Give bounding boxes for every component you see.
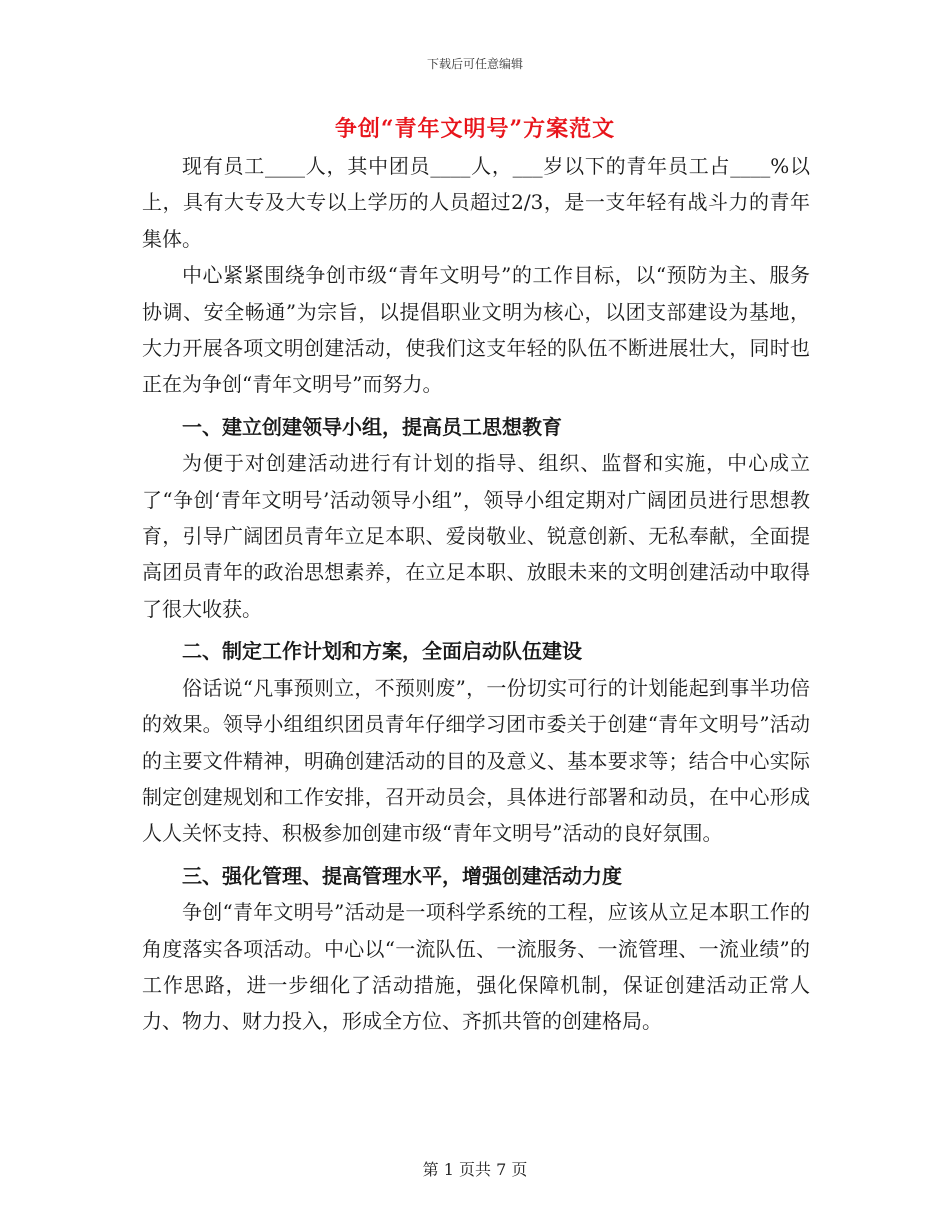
section-heading-3: 三、强化管理、提高管理水平，增强创建活动力度	[182, 863, 622, 888]
header-note: 下载后可任意编辑	[426, 57, 523, 71]
paragraph-intro: 现有员工____人，其中团员____人，___岁以下的青年员工占____%以上，具有大专及大专以上学历的人员超过2/3，是一支年轻有战斗力的青年集体。	[142, 154, 810, 251]
document-body	[142, 148, 810, 1040]
paragraph-goal: 中心紧紧围绕争创市级“青年文明号”的工作目标，以“预防为主、服务协调、安全畅通”为宗旨，以提倡职业文明为核心，以团支部建设为基地，大力开展各项文明创建活动，使我们这支年轻的队伍不断进展壮大，同时也正在为争创“青年文明号”而努力。	[142, 263, 810, 397]
paragraph-section-2: 俗话说“凡事预则立，不预则废”，一份切实可行的计划能起到事半功倍的效果。领导小组组织团员青年仔细学习团市委关于创建“青年文明号”活动的主要文件精神，明确创建活动的目的及意义、基本要求等；结合中心实际制定创建规划和工作安排，召开动员会，具体进行部署和动员，在中心形成人人关怀支持、积极参加创建市级“青年文明号”活动的良好氛围。	[142, 675, 810, 846]
section-heading-1: 一、建立创建领导小组，提高员工思想教育	[182, 414, 562, 439]
document-title: 争创“青年文明号”方案范文	[334, 116, 616, 142]
page-footer: 第 1 页共 7 页	[422, 1160, 528, 1179]
paragraph-section-3: 争创“青年文明号”活动是一项科学系统的工程，应该从立足本职工作的角度落实各项活动。中心以“一流队伍、一流服务、一流管理、一流业绩”的工作思路，进一步细化了活动措施，强化保障机制，保证创建活动正常人力、物力、财力投入，形成全方位、齐抓共管的创建格局。	[142, 900, 810, 1034]
section-heading-2: 二、制定工作计划和方案，全面启动队伍建设	[182, 639, 582, 664]
paragraph-section-1: 为便于对创建活动进行有计划的指导、组织、监督和实施，中心成立了“争创‘青年文明号’活动领导小组”，领导小组定期对广阔团员进行思想教育，引导广阔团员青年立足本职、爱岗敬业、锐意创新、无私奉献，全面提高团员青年的政治思想素养，在立足本职、放眼未来的文明创建活动中取得了很大收获。	[142, 451, 810, 621]
